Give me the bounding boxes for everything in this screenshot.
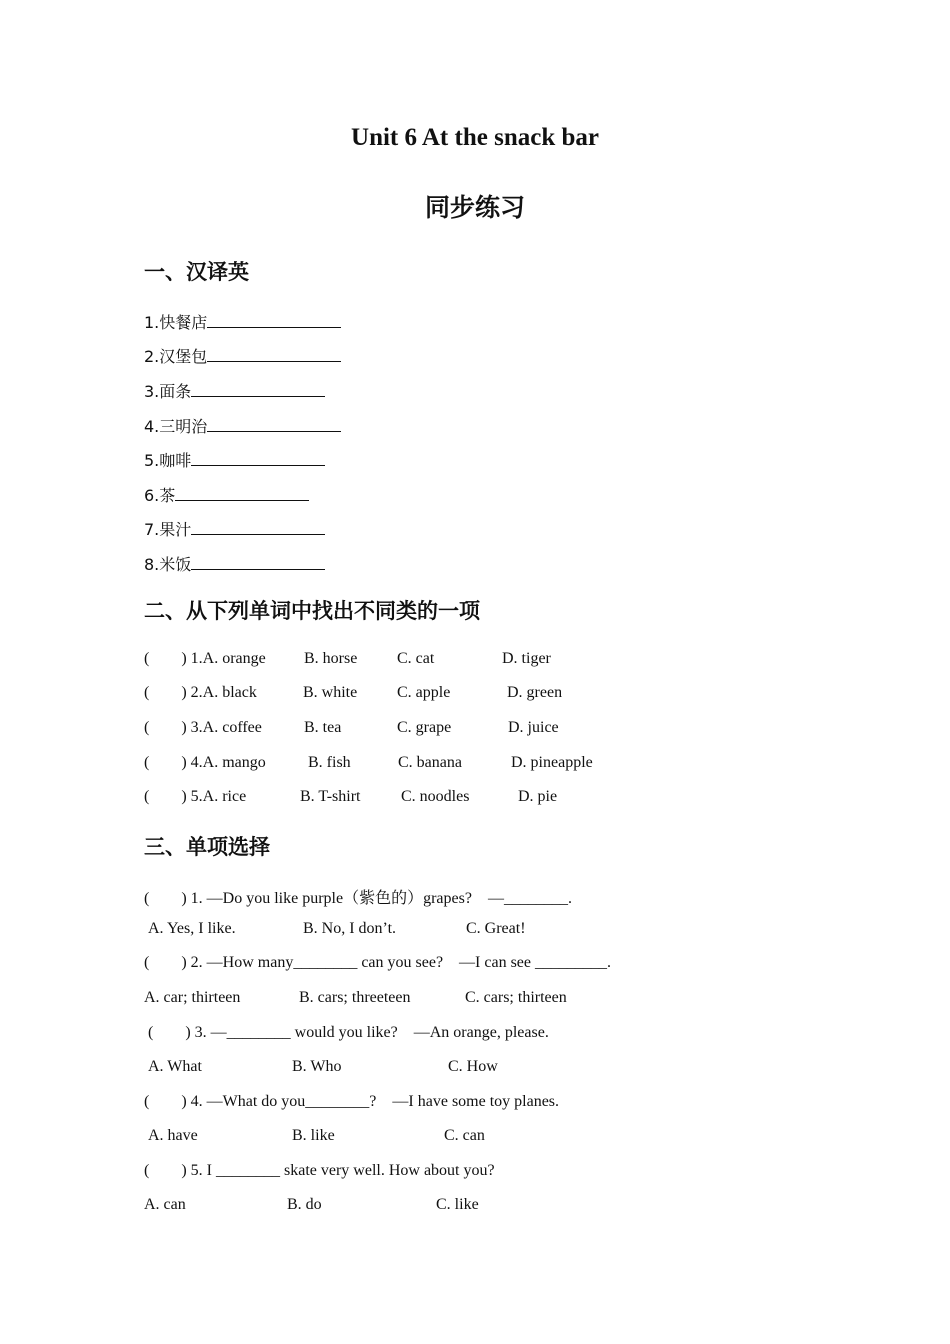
- q2-option-b: B. cars; threeteen: [299, 989, 411, 1006]
- section-1-heading: 一、汉译英: [144, 260, 249, 284]
- row-1-option-b: B. horse: [304, 650, 358, 667]
- row-3-option-a: ( ) 3.A. coffee: [144, 719, 262, 736]
- page-subtitle: 同步练习: [424, 193, 525, 222]
- q4-option-c: C. can: [444, 1127, 485, 1144]
- translation-item-4: 4.三明治: [144, 414, 341, 437]
- translation-item-3: 3.面条: [144, 379, 325, 402]
- answer-blank-3[interactable]: [191, 382, 325, 397]
- q2-option-c: C. cars; thirteen: [465, 989, 567, 1006]
- answer-blank-1[interactable]: [207, 313, 341, 328]
- row-4-option-d: D. pineapple: [511, 754, 593, 771]
- q2-option-a: A. car; thirteen: [144, 989, 241, 1006]
- q5-option-b: B. do: [287, 1196, 322, 1213]
- q3-option-b: B. Who: [292, 1058, 342, 1075]
- answer-blank-5[interactable]: [191, 451, 325, 466]
- section-3-heading: 三、单项选择: [144, 835, 270, 859]
- q5-option-c: C. like: [436, 1196, 479, 1213]
- q4-option-b: B. like: [292, 1127, 335, 1144]
- row-5-option-b: B. T-shirt: [300, 788, 361, 805]
- question-2: ( ) 2. —How many________ can you see? —I can see _________.: [144, 954, 612, 971]
- row-3-option-c: C. grape: [397, 719, 452, 736]
- translation-item-2: 2.汉堡包: [144, 344, 341, 367]
- q4-option-a: A. have: [148, 1127, 198, 1144]
- section-2-heading: 二、从下列单词中找出不同类的一项: [144, 599, 480, 623]
- translation-item-6: 6.茶: [144, 483, 309, 506]
- row-1-option-d: D. tiger: [502, 650, 551, 667]
- q3-option-c: C. How: [448, 1058, 498, 1075]
- row-2-option-d: D. green: [507, 684, 563, 701]
- row-4-option-b: B. fish: [308, 754, 351, 771]
- question-5: ( ) 5. I ________ skate very well. How about you?: [144, 1162, 495, 1179]
- row-1-option-a: ( ) 1.A. orange: [144, 650, 266, 667]
- q1-option-a: A. Yes, I like.: [148, 920, 236, 937]
- row-2-option-c: C. apple: [397, 684, 451, 701]
- question-3: ( ) 3. —________ would you like? —An orange, please.: [144, 1024, 549, 1041]
- row-4-option-a: ( ) 4.A. mango: [144, 754, 266, 771]
- translation-item-8: 8.米饭: [144, 552, 325, 575]
- translation-item-5: 5.咖啡: [144, 448, 325, 471]
- answer-blank-4[interactable]: [207, 417, 341, 432]
- row-3-option-b: B. tea: [304, 719, 342, 736]
- answer-blank-7[interactable]: [191, 520, 325, 535]
- row-1-option-c: C. cat: [397, 650, 435, 667]
- page-title: Unit 6 At the snack bar: [351, 124, 599, 151]
- answer-blank-8[interactable]: [191, 555, 325, 570]
- answer-blank-6[interactable]: [175, 486, 309, 501]
- answer-blank-2[interactable]: [207, 347, 341, 362]
- q1-option-b: B. No, I don’t.: [303, 920, 397, 937]
- q3-option-a: A. What: [148, 1058, 202, 1075]
- row-4-option-c: C. banana: [398, 754, 462, 771]
- question-4: ( ) 4. —What do you________? —I have some toy planes.: [144, 1093, 560, 1110]
- q5-option-a: A. can: [144, 1196, 186, 1213]
- translation-item-7: 7.果汁: [144, 517, 325, 540]
- question-1: ( ) 1. —Do you like purple（紫色的）grapes? —________.: [144, 890, 572, 907]
- row-5-option-d: D. pie: [518, 788, 558, 805]
- translation-item-1: 1.快餐店: [144, 310, 341, 333]
- row-5-option-a: ( ) 5.A. rice: [144, 788, 247, 805]
- row-2-option-a: ( ) 2.A. black: [144, 684, 257, 701]
- row-2-option-b: B. white: [303, 684, 358, 701]
- q1-option-c: C. Great!: [466, 920, 526, 937]
- row-3-option-d: D. juice: [508, 719, 559, 736]
- row-5-option-c: C. noodles: [401, 788, 470, 805]
